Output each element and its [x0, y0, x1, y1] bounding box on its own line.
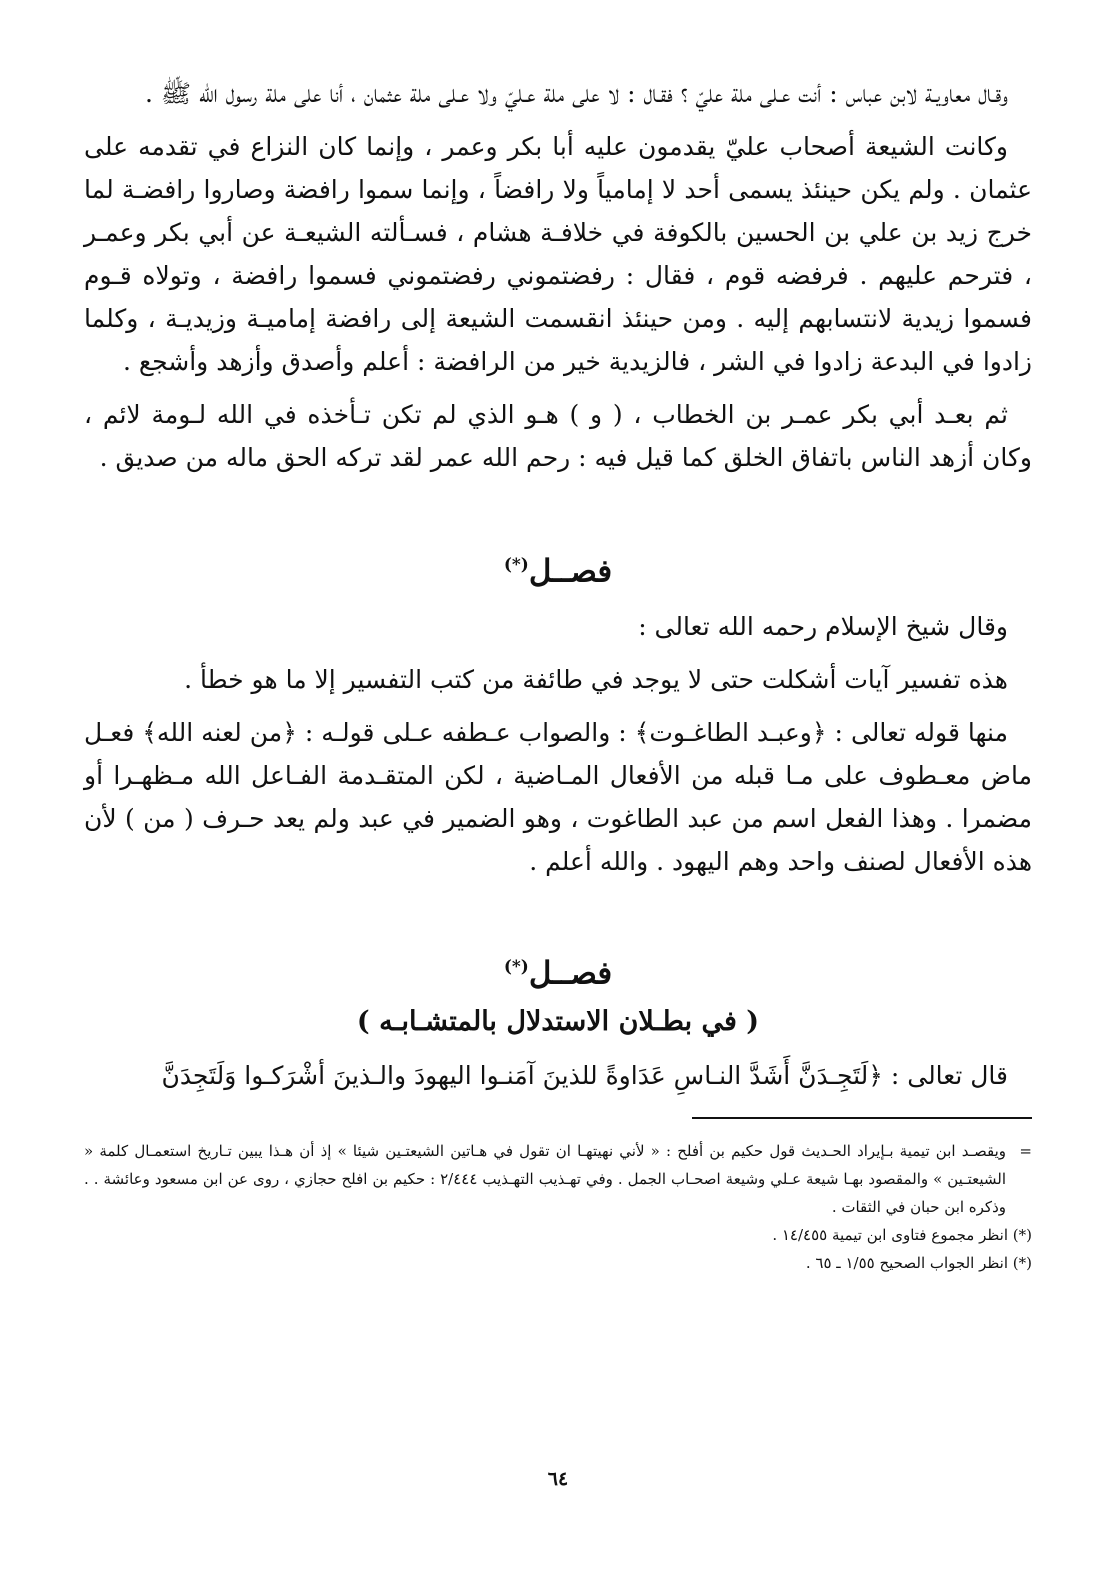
footnote-text: ويقصـد ابن تيمية بـإيراد الحـديث قول حكيم بن أفلح : « لأني نهيتهـا ان تقول في هـاتين الشيعتـين شيئا » إذ أن هـذا يبين تـاريخ استعمـال كلمة « الشيعتـين » والمقصود بهـا شيعة عـلي وشيعة اصحـاب الجمل . وفي تهـذيب التهـذيب ٢/٤٤٤ : حكيم بن افلح حجازي ، روى عن ابن مسعود وعائشة . . وذكره ابن حبان في الثقات .: [84, 1141, 1006, 1216]
section-fasl-1: [84, 543, 1032, 883]
page-number: ٦٤: [547, 1468, 569, 1490]
footnote-divider: [692, 1117, 1032, 1119]
section-heading-text: فصــل: [528, 553, 613, 590]
paragraph: هذه تفسير آيات أشكلت حتى لا يوجد في طائفة من كتب التفسير إلا ما هو خطأ .: [184, 665, 1008, 695]
section-heading-text: فصــل: [528, 955, 613, 992]
continuation-mark: =: [1019, 1141, 1032, 1160]
footnote-marker: (*): [503, 555, 529, 575]
footnote: (*) انظر مجموع فتاوى ابن تيمية ١٤/٤٥٥ .: [772, 1225, 1032, 1244]
paragraph: ثم بعـد أبي بكر عمـر بن الخطاب ، ( و ) هـو الذي لم تكن تـأخذه في الله لـومة لائم ، وكان أزهد الناس باتفاق الخلق كما قيل فيه : رحم الله عمر لقد تركه الحق ماله من صديق .: [84, 400, 1032, 472]
footnote-continuation: [84, 1137, 1032, 1221]
footnotes: [84, 1137, 1032, 1277]
paragraph: قال تعالى : ﴿لَتَجِـدَنَّ أَشَدَّ النـاسِ عَدَاوةً للذينَ آمَنـوا اليهودَ والـذينَ أشْرَكـوا وَلَتَجِدَنَّ: [161, 1060, 1008, 1090]
section-subheading: ( في بطـلان الاستدلال بالمتشـابـه ): [356, 1005, 760, 1037]
footnote: (*) انظر الجواب الصحيح ١/٥٥ ـ ٦٥ .: [805, 1253, 1032, 1272]
section-heading: [84, 543, 1032, 593]
section-heading: [84, 945, 1032, 995]
section-fasl-2: [84, 945, 1032, 1096]
paragraph: منها قوله تعالى : ﴿وعبـد الطاغـوت﴾ : والصواب عـطفه عـلى قولـه : ﴿من لعنه الله﴾ فعـل ماض معـطوف على مـا قبله من الأفعال المـاضية ، لكن المتقـدمة الفـاعل الله مـظهـرا أو مضمرا . وهذا الفعل اسم من عبد الطاغوت ، وهو الضمير في عبد ولم يعد حـرف ( من ) لأن هذه الأفعال لصنف واحد وهم اليهود . والله أعلم .: [84, 718, 1032, 877]
footnote-marker: (*): [503, 957, 529, 978]
paragraph: وقـال معاويـة لابن عباس : أنت عـلى ملة عليّ ؟ فقـال : لا على ملة عـليّ ولا عـلى ملة عثمان ، أنا على ملة رسول الله ﷺ .: [144, 79, 1008, 108]
paragraph: وكانت الشيعة أصحاب عليّ يقدمون عليه أبا بكر وعمر ، وإنما كان النزاع في تقدمه على عثمان . ولم يكن حينئذ يسمى أحد لا إمامياً ولا رافضاً ، وإنما سموا رافضة وصاروا رافضـة لما خرج زيد بن علي بن الحسين بالكوفة في خلافـة هشام ، فسـألته الشيعـة عن أبي بكر وعمـر ، فترحم عليهم . فرفضه قوم ، فقال : رفضتموني رفضتموني فسموا رافضة ، وتولاه قـوم فسموا زيدية لانتسابهم إليه . ومن حينئذ انقسمت الشيعة إلى رافضة إماميـة وزيديـة ، وكلما زادوا في البدعة زادوا في الشر ، فالزيدية خير من الرافضة : أعلم وأصدق وأزهد وأشجع .: [84, 132, 1032, 376]
paragraph: وقال شيخ الإسلام رحمه الله تعالى :: [638, 612, 1008, 642]
